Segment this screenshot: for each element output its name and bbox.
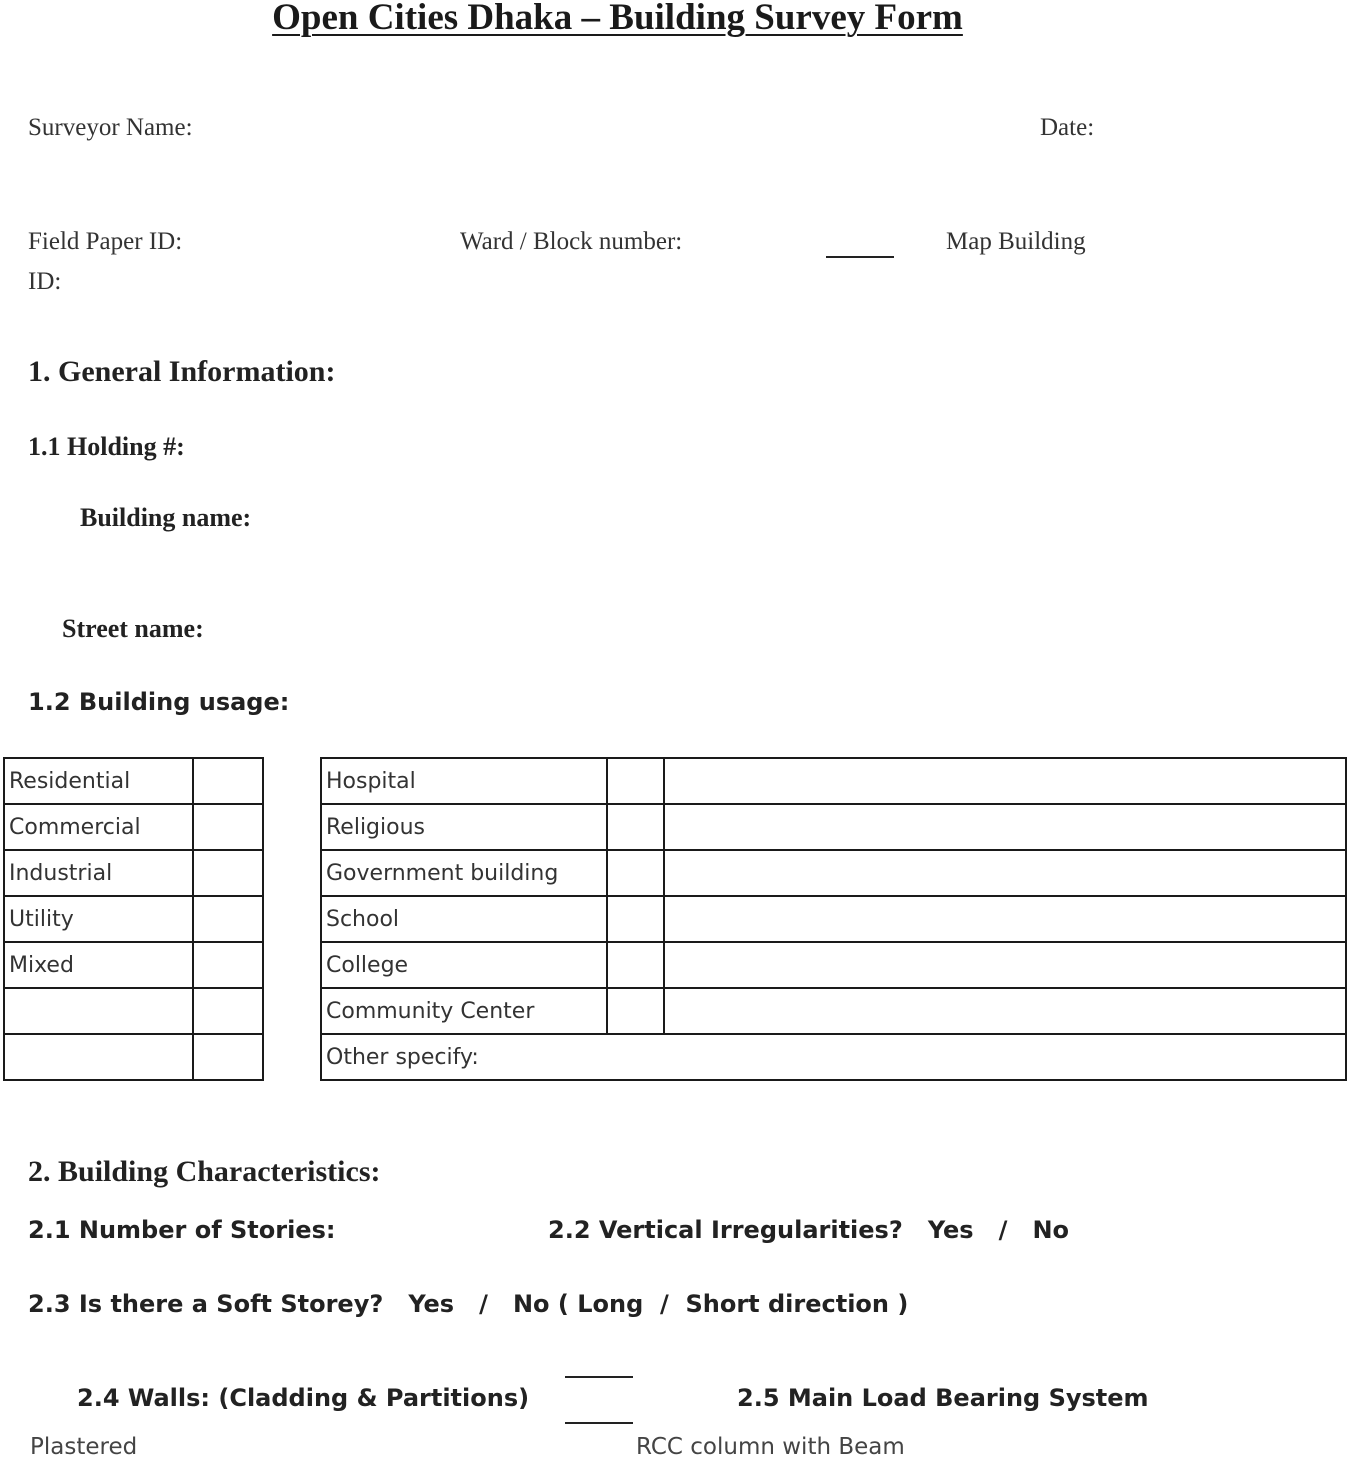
usage-mixed: Mixed	[4, 942, 193, 988]
map-building-id-label: ID:	[28, 268, 62, 295]
usage-checkbox[interactable]	[193, 1034, 263, 1080]
usage-checkbox[interactable]	[193, 850, 263, 896]
usage-table-right	[320, 757, 1347, 1081]
plastered-option: Plastered	[30, 1434, 138, 1460]
load-bearing-label: 2.5 Main Load Bearing System	[737, 1384, 1149, 1412]
usage-checkbox[interactable]	[193, 988, 263, 1034]
usage-religious: Religious	[321, 804, 607, 850]
usage-checkbox[interactable]	[193, 942, 263, 988]
usage-commercial: Commercial	[4, 804, 193, 850]
usage-notes-cell[interactable]	[664, 804, 1346, 850]
building-name-label: Building name:	[80, 503, 252, 532]
usage-college: College	[321, 942, 607, 988]
holding-label: 1.1 Holding #:	[28, 432, 185, 461]
usage-utility: Utility	[4, 896, 193, 942]
walls-label: 2.4 Walls: (Cladding & Partitions)	[77, 1384, 530, 1412]
usage-checkbox[interactable]	[607, 758, 664, 804]
usage-other-specify[interactable]: Other specify:	[321, 1034, 1346, 1080]
building-characteristics-heading: 2. Building Characteristics:	[28, 1155, 381, 1188]
usage-checkbox[interactable]	[607, 896, 664, 942]
walls-blank-top[interactable]	[565, 1376, 633, 1378]
rcc-option: RCC column with Beam	[636, 1434, 905, 1460]
page-title: Open Cities Dhaka – Building Survey Form	[272, 0, 963, 38]
usage-notes-cell[interactable]	[664, 758, 1346, 804]
usage-checkbox[interactable]	[607, 850, 664, 896]
usage-empty-label	[4, 1034, 193, 1080]
usage-residential: Residential	[4, 758, 193, 804]
usage-table-left	[3, 757, 264, 1081]
usage-notes-cell[interactable]	[664, 896, 1346, 942]
ward-block-blank[interactable]	[826, 256, 894, 258]
usage-empty-label	[4, 988, 193, 1034]
field-paper-id-label: Field Paper ID:	[28, 228, 183, 255]
ward-block-label: Ward / Block number:	[460, 228, 683, 255]
building-usage-heading: 1.2 Building usage:	[28, 688, 290, 716]
general-info-heading: 1. General Information:	[28, 355, 336, 388]
usage-checkbox[interactable]	[607, 942, 664, 988]
usage-hospital: Hospital	[321, 758, 607, 804]
usage-government-building: Government building	[321, 850, 607, 896]
usage-notes-cell[interactable]	[664, 850, 1346, 896]
soft-storey-label: 2.3 Is there a Soft Storey? Yes / No ( Long / Short direction )	[28, 1290, 909, 1318]
usage-notes-cell[interactable]	[664, 988, 1346, 1034]
street-name-label: Street name:	[62, 614, 204, 643]
usage-checkbox[interactable]	[193, 804, 263, 850]
vertical-irregularities-label: 2.2 Vertical Irregularities? Yes / No	[548, 1216, 1070, 1244]
usage-school: School	[321, 896, 607, 942]
walls-blank-bottom[interactable]	[565, 1422, 633, 1424]
usage-checkbox[interactable]	[607, 988, 664, 1034]
date-label: Date:	[1040, 114, 1095, 141]
usage-notes-cell[interactable]	[664, 942, 1346, 988]
map-building-label: Map Building	[946, 228, 1086, 255]
surveyor-name-label: Surveyor Name:	[28, 114, 193, 141]
usage-checkbox[interactable]	[193, 758, 263, 804]
number-of-stories-label: 2.1 Number of Stories:	[28, 1216, 336, 1244]
usage-checkbox[interactable]	[193, 896, 263, 942]
usage-industrial: Industrial	[4, 850, 193, 896]
usage-community-center: Community Center	[321, 988, 607, 1034]
usage-checkbox[interactable]	[607, 804, 664, 850]
